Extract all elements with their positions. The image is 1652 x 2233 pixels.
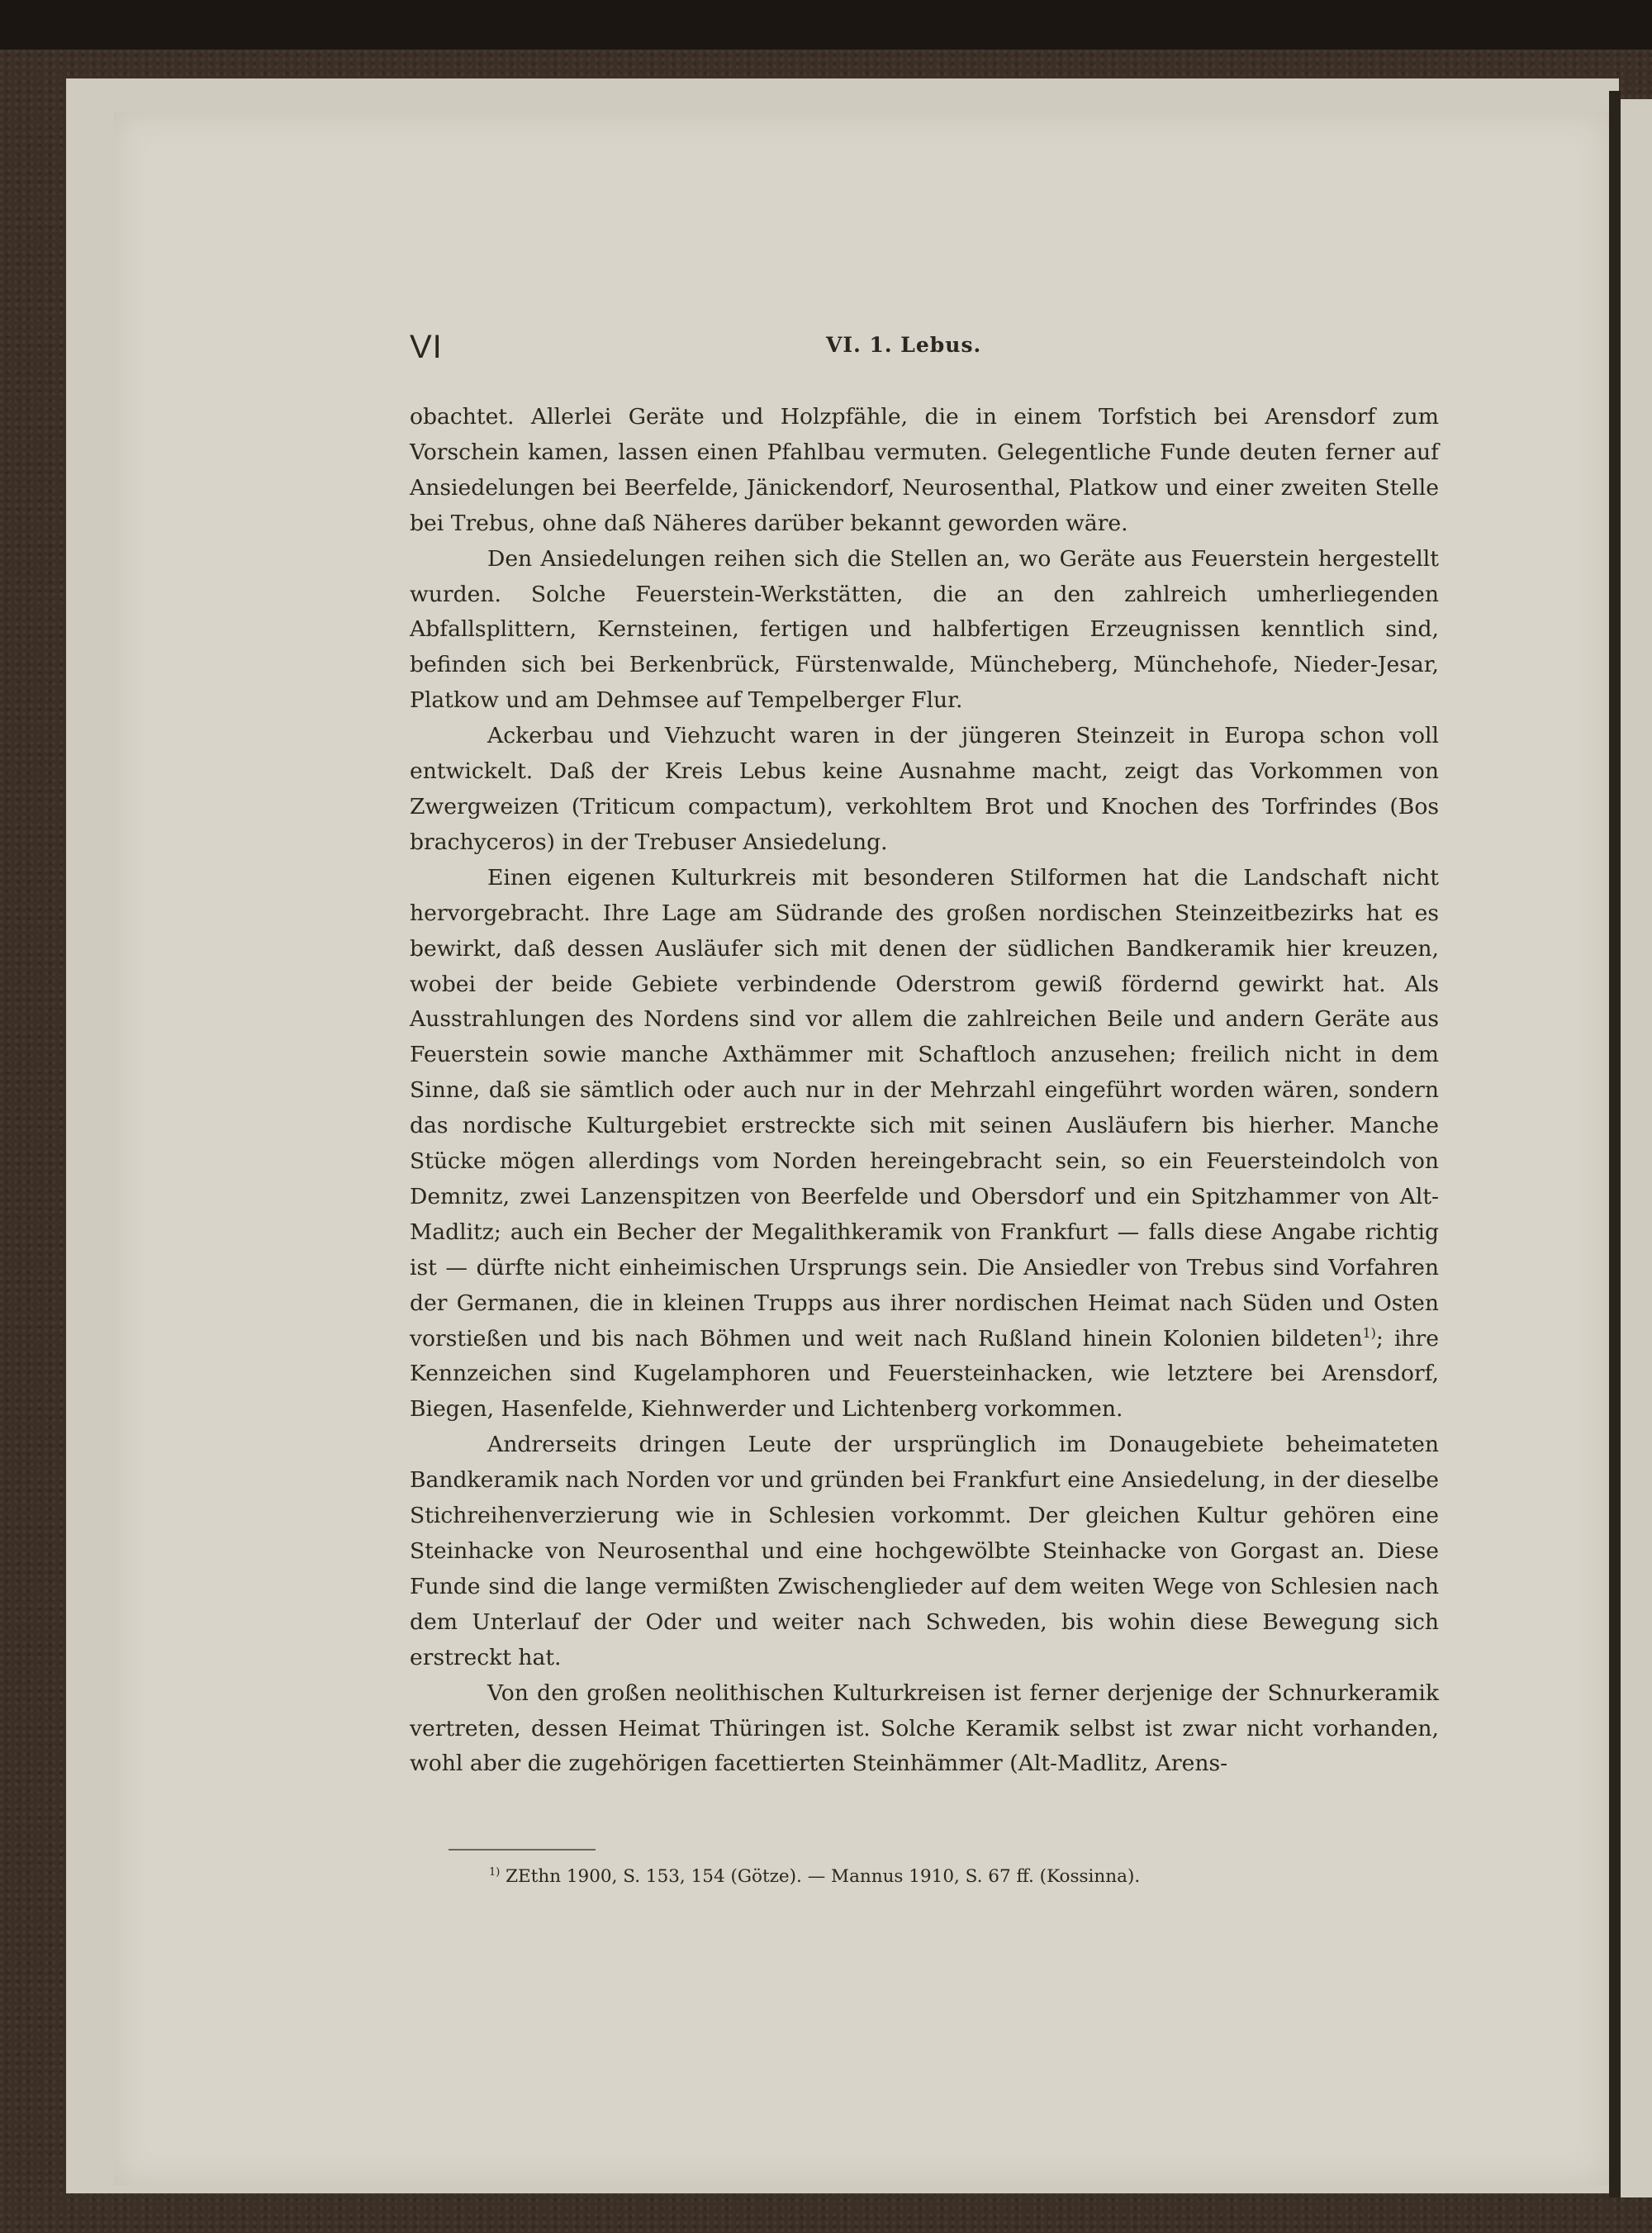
paragraph-2: Den Ansiedelungen reihen sich die Stellen an, wo Geräte aus Feuerstein hergestellt wurden. Solche Feuerstein-Werkstätten, die an den zahlreich umherliegenden Abfallsplittern, Kernsteinen, fertigen und halbfertigen Erzeugnissen kenntlich sind, befinden sich bei Berkenbrück, Fürstenwalde, Müncheberg, Münchehofe, Nieder-Jesar, Platkow und am Dehmsee auf Tempelberger Flur. [410,545,1439,714]
paragraph-1: obachtet. Allerlei Geräte und Holzpfähle, die in einem Torfstich bei Arensdorf zum Vorschein kamen, lassen einen Pfahlbau vermuten. Gelegentliche Funde deuten ferner auf Ansiedelungen bei Beerfelde, Jänickendorf, Neurosenthal, Platkow und einer zweiten Stelle bei Trebus, ohne daß Näheres darüber bekannt geworden wäre. [410,404,1439,536]
paragraph-4 [410,861,1439,1428]
spine-gap [1609,91,1621,2197]
footnote [489,1866,1439,1887]
footnote-mark: 1) [489,1865,501,1879]
paragraph-4-text: Einen eigenen Kulturkreis mit besonderen Stilformen hat die Landschaft nicht hervorgebracht. Ihre Lage am Südrande des großen nordischen Steinzeitbezirks hat es bewirkt, daß dessen Ausläufer sich mit denen der südlichen Bandkeramik hier kreuzen, wobei der beide Gebiete verbindende Oderstrom gewiß fördernd gewirkt hat. Als Ausstrahlungen des Nordens sind vor allem die zahlreichen Beile und andern Geräte aus Feuerstein sowie manche Axthämmer mit Schaftloch anzusehen; freilich nicht in dem Sinne, daß sie sämtlich oder auch nur in der Mehrzahl eingeführt worden wären, sondern das nordische Kulturgebiet erstreckte sich mit seinen Ausläufern bis hierher. Manche Stücke mögen allerdings vom Norden hereingebracht sein, so ein Feuersteindolch von Demnitz, zwei Lanzenspitzen von Beerfelde und Obersdorf und ein Spitzhammer von Alt-Madlitz; auch ein Becher der Megalithkeramik von Frankfurt — falls diese Angabe richtig ist — dürfte nicht einheimischen Ursprungs sein. Die Ansiedler von Trebus sind Vorfahren der Germanen, die in kleinen Trupps aus ihrer nordischen Heimat nach Süden und Osten vorstießen und bis nach Böhmen und weit nach Rußland hinein Kolonien bildeten [410,864,1439,1352]
paragraph-6: Von den großen neolithischen Kulturkreisen ist ferner derjenige der Schnurkeramik vertreten, dessen Heimat Thüringen ist. Solche Keramik selbst ist zwar nicht vorhanden, wohl aber die zugehörigen facettierten Steinhämmer (Alt-Madlitz, Arens- [410,1680,1439,1777]
page-number: VI [410,329,443,365]
paragraph-3: Ackerbau und Viehzucht waren in der jüngeren Steinzeit in Europa schon voll entwickelt. Daß der Kreis Lebus keine Ausnahme macht, zeigt das Vorkommen von Zwergweizen (Triticum compactum), verkohltem Brot und Knochen des Torfrindes (Bos brachyceros) in der Trebuser Ansiedelung. [410,723,1439,855]
footnote-divider [449,1849,596,1851]
paragraph-5: Andrerseits dringen Leute der ursprünglich im Donaugebiete beheimateten Bandkeramik nach Norden vor und gründen bei Frankfurt eine Ansiedelung, in der dieselbe Stichreihenverzierung wie in Schlesien vorkommt. Der gleichen Kultur gehören eine Steinhacke von Neurosenthal und eine hochgewölbte Steinhacke von Gorgast an. Diese Funde sind die lange vermißten Zwischenglieder auf dem weiten Wege von Schlesien nach dem Unterlauf der Oder und weiter nach Schweden, bis wohin diese Bewegung sich erstreckt hat. [410,1432,1439,1670]
footnote-text: ZEthn 1900, S. 153, 154 (Götze). — Mannus 1910, S. 67 ff. (Kossinna). [500,1866,1141,1887]
paragraph-4-continuation: ; ihre Kennzeichen sind Kugelamphoren und Feuersteinhacken, wie letztere bei Arensdorf, Biegen, Hasenfelde, Kiehnwerder und Lichtenberg vorkommen. [410,1325,1439,1423]
body-text [410,400,1439,1782]
facing-page-edge [1621,99,1652,2197]
running-title: VI. 1. Lebus. [826,333,982,357]
footnote-reference: 1) [1362,1324,1376,1341]
